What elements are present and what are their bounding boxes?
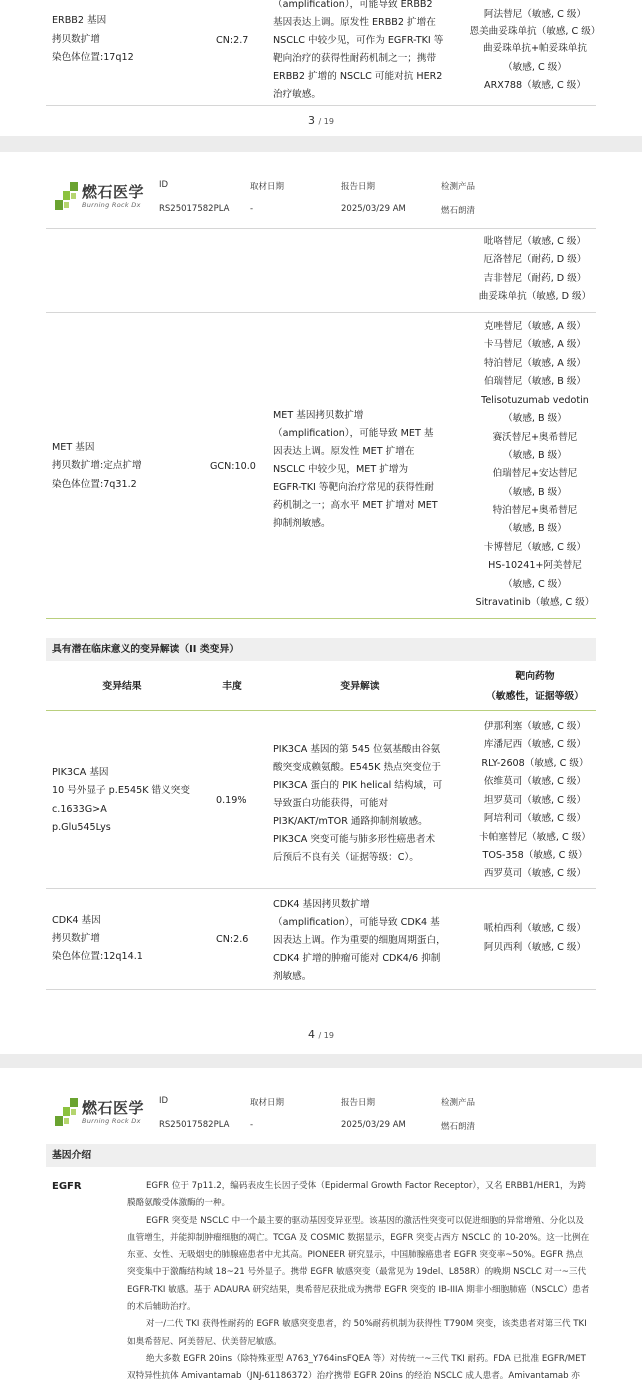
cont-drug-line: 吡咯替尼（敏感, C 级） [483, 236, 587, 247]
intro-paragraph: 绝大多数 EGFR 20ins（除特殊亚型 A763_Y764insFQEA 等）对传统一~三代 TKI 耐药。FDA 已批准 EGFR/MET 双特异性抗体 Amivantamab（JNJ-61186372）治疗携带 EGFR 20ins 的经治 NSCLC 成人患者。Amivantamab 亦 [127, 1353, 586, 1382]
erbb2-abundance: CN:2.7 [216, 35, 249, 46]
met-gene-line: MET 基因 [52, 442, 95, 453]
header-label-product: 检测产品 [441, 182, 476, 192]
header-value-report-date: 2025/03/29 AM [341, 1120, 406, 1130]
erbb2-gene-line: 染色体位置:17q12 [52, 52, 134, 63]
pik3ca-gene-line: c.1633G>A [52, 804, 107, 815]
header-value-product: 燃石朗清 [441, 206, 476, 216]
cdk4-gene-line: 染色体位置:12q14.1 [52, 951, 143, 962]
gene-intro-text [127, 1178, 591, 1386]
cdk4-interp-line: 剂敏感。 [273, 971, 312, 982]
met-drug-line: （敏感, C 级） [503, 579, 567, 590]
header-label-report-date: 报告日期 [341, 1098, 376, 1108]
cont-drug-line: 曲妥珠单抗（敏感, D 级） [478, 291, 592, 302]
erbb2-interp-line: 基因表达上调。原发性 ERBB2 扩增在 [273, 17, 436, 28]
header-value-product: 燃石朗清 [441, 1122, 476, 1132]
pik3ca-drug-line: 库潘尼西（敏感, C 级） [483, 739, 587, 750]
row-divider [46, 989, 596, 990]
report-header [0, 1068, 642, 1132]
cont-drug-line: 厄洛替尼（耐药, D 级） [483, 254, 587, 265]
row-divider [46, 888, 596, 889]
gene-name: EGFR [52, 1181, 82, 1192]
page-number: 3 / 19 [308, 114, 334, 127]
logo-subtext: Burning Rock Dx [82, 1117, 141, 1125]
column-header-variant: 变异结果 [102, 681, 142, 692]
header-value-sample-date: - [250, 1120, 254, 1130]
erbb2-interp-line: 治疗敏感。 [273, 89, 321, 100]
header-label-product: 检测产品 [441, 1098, 476, 1108]
column-header-abundance: 丰度 [222, 681, 242, 692]
table-end-divider [46, 618, 596, 619]
met-drug-line: 特泊替尼+奥希替尼 [492, 505, 578, 516]
row-divider [46, 105, 596, 106]
met-drug-line: HS-10241+阿美替尼 [488, 560, 582, 571]
pik3ca-gene-line: p.Glu545Lys [52, 822, 111, 833]
section-title-gene-intro: 基因介绍 [46, 1144, 596, 1167]
logo-mark-icon [54, 180, 80, 214]
header-value-sample-date: - [250, 204, 254, 214]
met-drug-line: 赛沃替尼+奥希替尼 [492, 432, 578, 443]
cdk4-gene-line: 拷贝数扩增 [52, 933, 100, 944]
column-header-interpretation: 变异解读 [340, 681, 380, 692]
erbb2-gene-line: ERBB2 基因 [52, 15, 107, 26]
pik3ca-drug-line: 伊那利塞（敏感, C 级） [483, 721, 587, 732]
met-interp-line: （amplification），可能导致 MET 基 [273, 428, 434, 439]
intro-paragraph: EGFR 突变是 NSCLC 中一个最主要的驱动基因变异亚型。该基因的激活性突变可以促进细胞的异常增殖、分化以及血管增生，并能抑制肿瘤细胞的凋亡。TCGA 及 COSMIC 数据显示，EGFR 突变占西方 NSCLC 的 10-20%。这一比例在东亚、女性、无吸烟史的肺腺癌患者中尤其高。PIONEER 研究显示，中国肺腺癌患者 EGFR 突变率~50%。EGFR 热点突变集中于激酶结构域 18~21 号外显子。携带 EGFR 敏感突变（最常见为 19del、L858R）的晚期 NSCLC 对一~三代 EGFR-TKI 敏感。基于 ADAURA 研究结果，奥希替尼获批成为携带 EGFR 突变的 IB-IIIA 期非小细胞肺癌（NSCLC）患者的术后辅助治疗。 [127, 1215, 590, 1313]
erbb2-drug-line: 曲妥珠单抗+帕妥珠单抗 [483, 43, 587, 54]
pik3ca-drug-line: 卡帕塞替尼（敏感, C 级） [479, 832, 591, 843]
cont-drug-line: 吉非替尼（耐药, D 级） [483, 273, 587, 284]
met-drug-line: （敏感, B 级） [503, 487, 567, 498]
header-divider [46, 228, 596, 229]
pik3ca-drug-line: 西罗莫司（敏感, C 级） [483, 868, 587, 879]
page-number: 4 / 19 [308, 1028, 334, 1041]
met-interp-line: 药机制之一；高水平 MET 扩增对 MET [273, 500, 438, 511]
pik3ca-interp-line: 后预后不良有关（证据等级：C）。 [273, 852, 419, 863]
cdk4-drug-line: 哌柏西利（敏感, C 级） [483, 923, 587, 934]
met-drug-line: Telisotuzumab vedotin [481, 395, 589, 406]
pik3ca-gene-line: PIK3CA 基因 [52, 767, 109, 778]
met-drug-line: （敏感, B 级） [503, 523, 567, 534]
met-drug-line: Sitravatinib（敏感, C 级） [475, 597, 595, 608]
cdk4-gene-line: CDK4 基因 [52, 915, 101, 926]
met-drug-line: 伯瑞替尼+安达替尼 [492, 468, 578, 479]
burning-rock-logo [54, 1096, 146, 1132]
cdk4-interp-line: CDK4 扩增的肿瘤可能对 CDK4/6 抑制 [273, 953, 441, 964]
met-drug-line: （敏感, B 级） [503, 413, 567, 424]
report-header [0, 152, 642, 216]
report-page-5 [0, 1068, 642, 1389]
pik3ca-drug-line: RLY-2608（敏感, C 级） [481, 758, 589, 769]
pik3ca-abundance: 0.19% [216, 795, 247, 806]
table-header-divider [46, 710, 596, 711]
cdk4-interp-line: （amplification），可能导致 CDK4 基 [273, 917, 440, 928]
pik3ca-drug-line: 坦罗莫司（敏感, C 级） [483, 795, 587, 806]
met-interp-line: EGFR-TKI 等靶向治疗常见的获得性耐 [273, 482, 435, 493]
pik3ca-drug-line: 阿培利司（敏感, C 级） [483, 813, 587, 824]
erbb2-interp-line: ERBB2 扩增的 NSCLC 可能对抗 HER2 [273, 71, 443, 82]
erbb2-interp-line: 靶向治疗的获得性耐药机制之一；携带 [273, 53, 437, 64]
column-header-drugs: 靶向药物 [515, 671, 555, 682]
pik3ca-interp-line: PI3K/AKT/mTOR 通路抑制剂敏感。 [273, 816, 428, 827]
pik3ca-interp-line: PIK3CA 基因的第 545 位氨基酸由谷氨 [273, 744, 441, 755]
erbb2-drug-line: 恩美曲妥珠单抗（敏感, C 级） [469, 26, 601, 37]
met-interp-line: 因表达上调。原发性 MET 扩增在 [273, 446, 415, 457]
met-gene-line: 拷贝数扩增:定点扩增 [52, 460, 142, 471]
met-abundance: GCN:10.0 [210, 461, 256, 472]
erbb2-interp-line: （amplification），可能导致 ERBB2 [273, 0, 433, 10]
met-drug-line: 克唑替尼（敏感, A 级） [483, 321, 587, 332]
pik3ca-drug-line: 依维莫司（敏感, C 级） [483, 776, 587, 787]
row-divider [46, 312, 596, 313]
met-interp-line: NSCLC 中较少见，MET 扩增为 [273, 464, 409, 475]
header-value-id: RS25017582PLA [159, 1120, 230, 1130]
erbb2-interp-line: NSCLC 中较少见，可作为 EGFR-TKI 等 [273, 35, 444, 46]
pik3ca-interp-line: PIK3CA 突变可能与肺多形性癌患者术 [273, 834, 436, 845]
erbb2-drug-line: （敏感, C 级） [503, 62, 567, 73]
erbb2-drug-line: 阿法替尼（敏感, C 级） [483, 9, 587, 20]
met-drug-line: 卡马替尼（敏感, A 级） [483, 339, 587, 350]
met-drug-line: 特泊替尼（敏感, A 级） [483, 358, 587, 369]
met-drug-line: （敏感, B 级） [503, 450, 567, 461]
header-label-id: ID [159, 180, 169, 190]
erbb2-gene-line: 拷贝数扩增 [52, 34, 100, 45]
cdk4-abundance: CN:2.6 [216, 934, 249, 945]
pik3ca-drug-line: TOS-358（敏感, C 级） [482, 850, 588, 861]
logo-subtext: Burning Rock Dx [82, 201, 141, 209]
header-label-sample-date: 取材日期 [250, 1098, 285, 1108]
header-label-report-date: 报告日期 [341, 182, 376, 192]
cdk4-interp-line: 因表达上调。作为重要的细胞周期蛋白， [273, 935, 446, 946]
met-drug-line: 伯瑞替尼（敏感, B 级） [483, 376, 587, 387]
burning-rock-logo [54, 180, 146, 216]
cdk4-drug-line: 阿贝西利（敏感, C 级） [483, 942, 587, 953]
intro-paragraph: 对一/二代 TKI 获得性耐药的 EGFR 敏感突变患者，约 50%耐药机制为获得性 T790M 突变，该类患者对第三代 TKI 如奥希替尼、阿美替尼、伏美替尼敏感。 [127, 1319, 587, 1347]
header-value-report-date: 2025/03/29 AM [341, 204, 406, 214]
pik3ca-interp-line: PIK3CA 蛋白的 PIK helical 结构域，可 [273, 780, 443, 791]
cdk4-interp-line: CDK4 基因拷贝数扩增 [273, 899, 370, 910]
pik3ca-interp-line: 酸突变成赖氨酸。E545K 热点突变位于 [273, 762, 442, 773]
erbb2-drug-line: ARX788（敏感, C 级） [484, 80, 586, 91]
header-value-id: RS25017582PLA [159, 204, 230, 214]
pik3ca-interp-line: 导致蛋白功能获得，可能对 [273, 798, 389, 809]
logo-text: 燃石医学 [82, 1099, 145, 1117]
pik3ca-gene-line: 10 号外显子 p.E545K 错义突变 [52, 785, 190, 796]
header-label-sample-date: 取材日期 [250, 182, 285, 192]
met-interp-line: MET 基因拷贝数扩增 [273, 410, 364, 421]
logo-mark-icon [54, 1096, 80, 1130]
column-header-drugs-sub: （敏感性，证据等级） [486, 691, 584, 702]
report-page-4 [0, 152, 642, 1054]
met-interp-line: 抑制剂敏感。 [273, 518, 331, 529]
report-page-3 [0, 0, 642, 136]
header-label-id: ID [159, 1096, 169, 1106]
met-gene-line: 染色体位置:7q31.2 [52, 479, 137, 490]
met-drug-line: 卡博替尼（敏感, C 级） [483, 542, 587, 553]
section-title-class-ii: 具有潜在临床意义的变异解读（II 类变异） [46, 638, 596, 661]
intro-paragraph: EGFR 位于 7p11.2，编码表皮生长因子受体（Epidermal Growth Factor Receptor），又名 ERBB1/HER1，为跨膜酪氨酸受体激酶的一种。 [127, 1181, 586, 1209]
logo-text: 燃石医学 [82, 183, 145, 201]
